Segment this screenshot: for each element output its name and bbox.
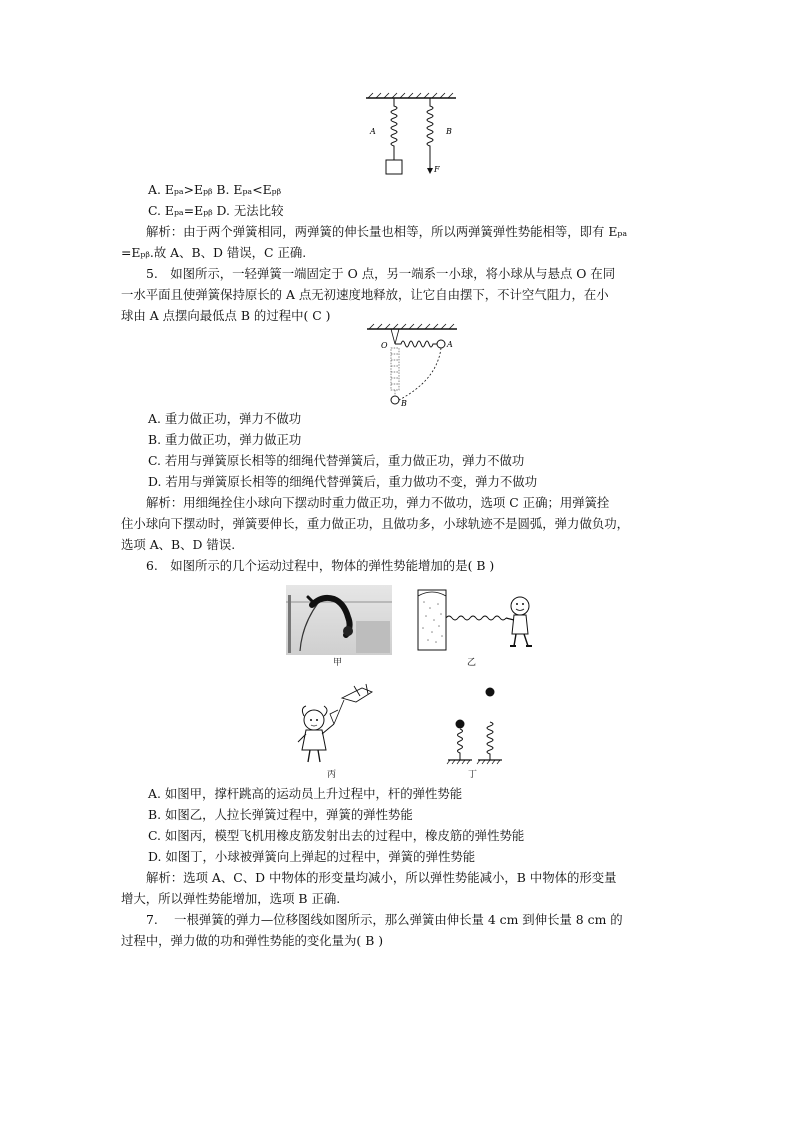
q5-explanation-1: 解析：用细绳拴住小球向下摆动时重力做正功，弹力不做功，选项 C 正确；用弹簧拴 — [146, 495, 610, 510]
model-plane-image — [290, 680, 390, 768]
q6-explanation-1: 解析：选项 A、C、D 中物体的形变量均减小，所以弹性势能减小，B 中物体的形变量 — [146, 870, 617, 885]
caption-bing: 丙 — [327, 770, 337, 780]
q5-option-c: C. 若用与弹簧原长相等的细绳代替弹簧后，重力做正功，弹力不做功 — [148, 453, 525, 468]
q5-explanation-2: 住小球向下摆动时，弹簧要伸长，重力做正功，且做功多，小球轨迹不是圆弧，弹力做负功， — [121, 516, 630, 531]
q6-option-c: C. 如图丙，模型飞机用橡皮筋发射出去的过程中，橡皮筋的弹性势能 — [148, 828, 525, 843]
spring-pull-image — [414, 588, 544, 654]
caption-yi: 乙 — [467, 658, 477, 668]
pendulum-spring-figure — [363, 322, 463, 408]
force-f-label: F — [434, 165, 440, 174]
spring-b-label: B — [446, 127, 452, 136]
q6-option-b: B. 如图乙，人拉长弹簧过程中，弹簧的弹性势能 — [148, 807, 413, 822]
two-springs-figure — [362, 92, 462, 182]
pivot-o-label: O — [381, 341, 388, 350]
q4-explanation-2: =Eₚᵦ.故 A、B、D 错误，C 正确. — [121, 245, 307, 260]
q6-explanation-2: 增大，所以弹性势能增加，选项 B 正确. — [121, 891, 341, 906]
q5-option-a: A. 重力做正功，弹力不做功 — [148, 411, 302, 426]
q4-option-ab: A. Eₚₐ>Eₚᵦ B. Eₚₐ<Eₚᵦ — [148, 182, 282, 197]
caption-jia: 甲 — [333, 658, 343, 668]
q7-stem-2: 过程中，弹力做的功和弹性势能的变化量为( B ) — [121, 933, 384, 948]
q5-stem-1: 5. 如图所示，一轻弹簧一端固定于 O 点，另一端系一小球，将小球从与悬点 O 在同 — [146, 266, 616, 281]
q5-stem-2: 一水平面且使弹簧保持原长的 A 点无初速度地释放，让它自由摆下，不计空气阻力，在小 — [121, 287, 609, 302]
point-a-label: A — [447, 340, 453, 349]
q5-option-d: D. 若用与弹簧原长相等的细绳代替弹簧后，重力做功不变，弹力不做功 — [148, 474, 538, 489]
caption-ding: 丁 — [468, 770, 478, 780]
q6-option-d: D. 如图丁，小球被弹簧向上弹起的过程中，弹簧的弹性势能 — [148, 849, 476, 864]
q4-option-cd: C. Eₚₐ=Eₚᵦ D. 无法比较 — [148, 203, 284, 218]
spring-a-label: A — [370, 127, 376, 136]
point-b-label: B — [401, 399, 407, 408]
pole-vault-image — [286, 585, 392, 655]
q5-stem-3: 球由 A 点摆向最低点 B 的过程中( C ) — [121, 308, 331, 323]
q5-explanation-3: 选项 A、B、D 错误. — [121, 537, 236, 552]
q7-stem-1: 7. 一根弹簧的弹力—位移图线如图所示，那么弹簧由伸长量 4 cm 到伸长量 8 cm 的 — [146, 912, 623, 927]
q4-explanation-1: 解析：由于两个弹簧相同，两弹簧的伸长量也相等，所以两弹簧弹性势能相等，即有 Eₚₐ — [146, 224, 628, 239]
ball-springs-image — [444, 686, 514, 766]
q6-stem: 6. 如图所示的几个运动过程中，物体的弹性势能增加的是( B ) — [146, 558, 495, 573]
q5-option-b: B. 重力做正功，弹力做正功 — [148, 432, 302, 447]
q6-option-a: A. 如图甲，撑杆跳高的运动员上升过程中，杆的弹性势能 — [148, 786, 463, 801]
